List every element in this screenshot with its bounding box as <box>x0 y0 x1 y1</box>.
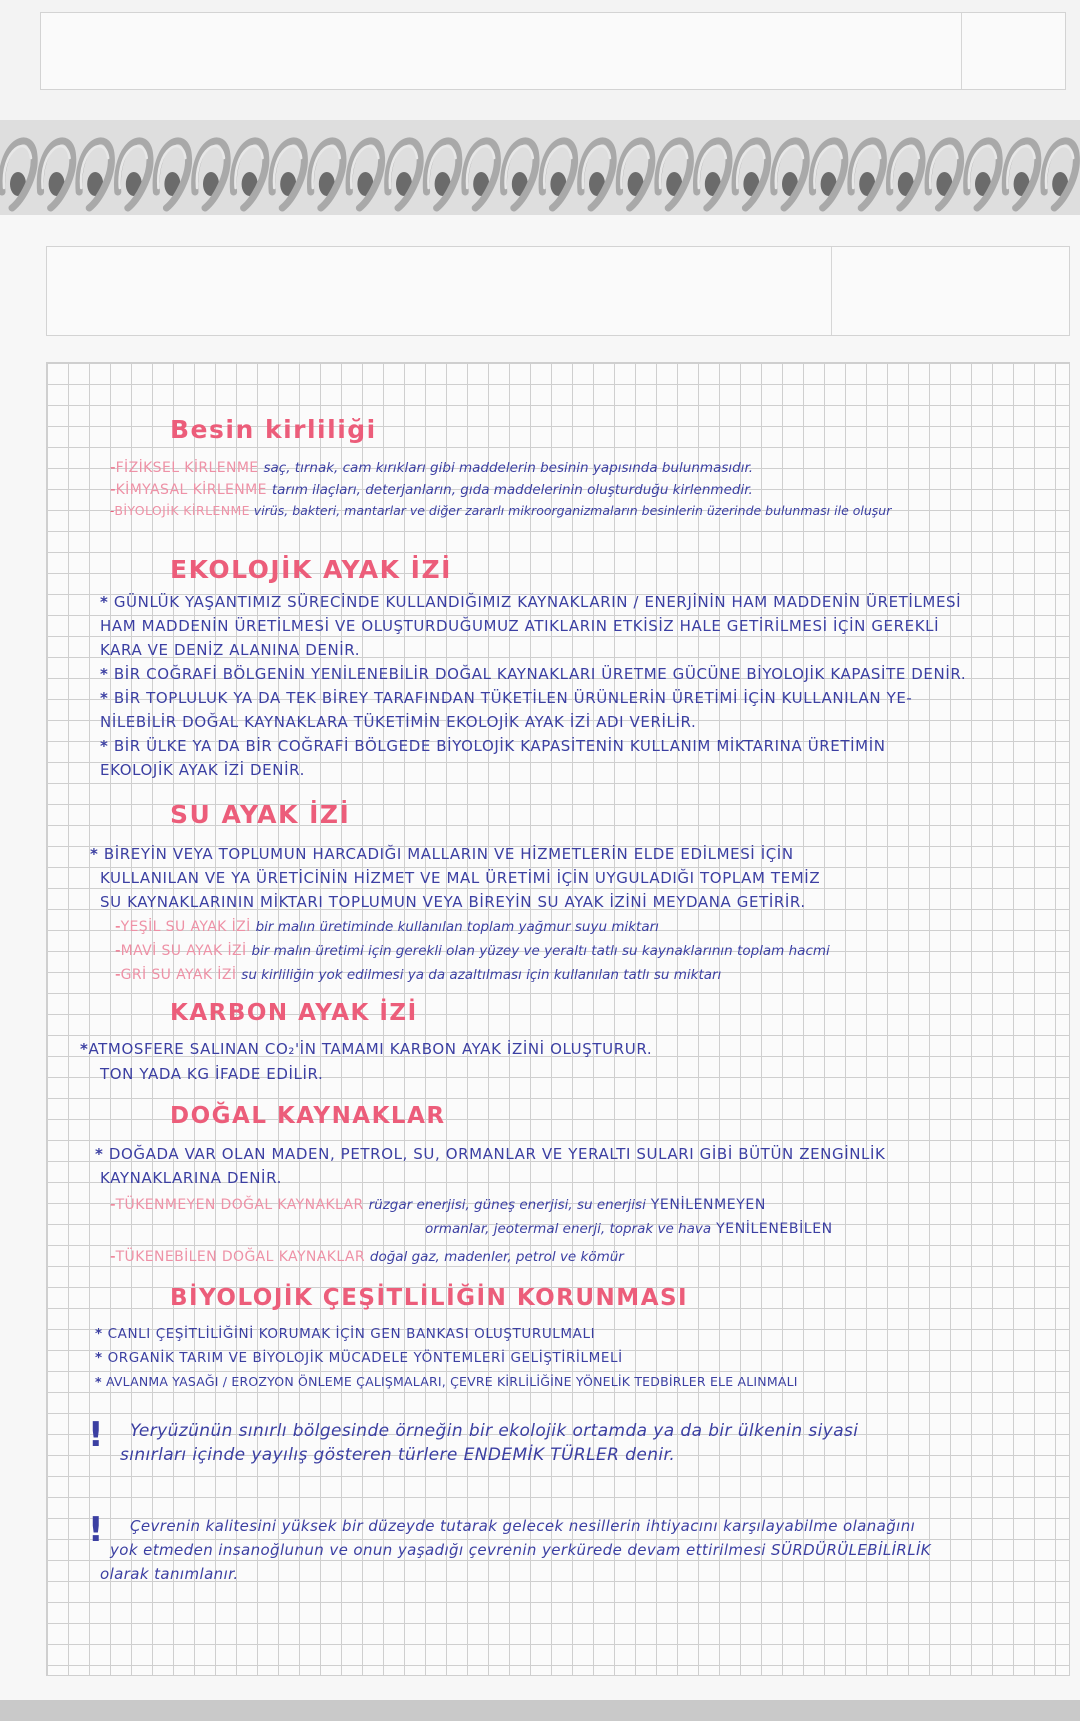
term: FİZİKSEL KİRLENME <box>115 460 259 476</box>
ekolojik-line <box>100 665 966 683</box>
text: DOĞADA VAR OLAN MADEN, PETROL, SU, ORMANLAR VE YERALTI SULARI GİBİ BÜTÜN ZENGİNLİK <box>108 1145 886 1163</box>
text: CANLI ÇEŞİTLİLİĞİNİ KORUMAK İÇİN GEN BANKASI OLUŞTURULMALI <box>107 1326 596 1342</box>
su-line: KULLANILAN VE YA ÜRETİCİNİN HİZMET VE MAL ÜRETİMİ İÇİN UYGULADIĞI TOPLAM TEMİZ <box>100 869 821 887</box>
spiral-ring <box>310 141 343 208</box>
heading-karbon-ayak-izi: KARBON AYAK İZİ <box>170 1000 418 1026</box>
dash-marker: - <box>115 917 121 935</box>
dash-marker: - <box>115 941 121 959</box>
spiral-ring <box>967 141 1000 208</box>
spiral-ring <box>1005 141 1038 208</box>
spiral-ring <box>349 141 382 208</box>
dash-marker: - <box>110 504 115 518</box>
spiral-ring <box>774 141 807 208</box>
dash-marker: - <box>110 458 116 476</box>
spiral-ring <box>388 141 421 208</box>
previous-page <box>0 0 1080 120</box>
definition: rüzgar enerjisi, güneş enerjisi, su enerjisi <box>368 1197 646 1213</box>
dogal-item-tukenebilen <box>110 1247 624 1266</box>
star-marker: * <box>80 1040 89 1058</box>
exclamation-icon: ! <box>88 1415 104 1455</box>
star-marker: * <box>95 1326 103 1342</box>
previous-page-header-box <box>40 12 1066 90</box>
header-divider <box>961 13 962 89</box>
spiral-ring <box>696 141 729 208</box>
spiral-ring <box>619 141 652 208</box>
ekolojik-line <box>100 593 961 611</box>
definition: doğal gaz, madenler, petrol ve kömür <box>369 1249 624 1265</box>
spiral-ring <box>851 141 884 208</box>
header-divider <box>831 247 832 335</box>
spiral-ring <box>658 141 691 208</box>
heading-ekolojik-ayak-izi: EKOLOJİK AYAK İZİ <box>170 555 452 584</box>
heading-biyolojik-cesitlilik: BİYOLOJİK ÇEŞİTLİLİĞİN KORUNMASI <box>170 1285 689 1311</box>
spiral-ring <box>2 141 35 208</box>
dogal-line <box>95 1145 885 1163</box>
star-marker: * <box>90 845 99 863</box>
ekolojik-line: NİLEBİLİR DOĞAL KAYNAKLARA TÜKETİMİN EKOLOJİK AYAK İZİ ADI VERİLİR. <box>100 713 697 731</box>
besin-item <box>110 480 753 499</box>
page-bottom-edge <box>0 1700 1080 1721</box>
spiral-ring <box>928 141 961 208</box>
term: TÜKENMEYEN DOĞAL KAYNAKLAR <box>115 1197 364 1213</box>
spiral-rings <box>0 112 1080 232</box>
text: BİR ÜLKE YA DA BİR COĞRAFİ BÖLGEDE BİYOLOJİK KAPASİTENİN KULLANIM MİKTARINA ÜRETİMİN <box>113 737 886 755</box>
note-surdurulebilirlik-line-2: yok etmeden insanoğlunun ve onun yaşadığı çevrenin yerkürede devam ettirilmesi SÜRDÜRÜLEBİLİRLİK <box>110 1541 932 1559</box>
spiral-ring <box>117 141 150 208</box>
dash-marker: - <box>110 1195 116 1213</box>
besin-item <box>110 458 753 477</box>
spiral-ring <box>40 141 73 208</box>
text: BİR COĞRAFİ BÖLGENİN YENİLENEBİLİR DOĞAL KAYNAKLARI ÜRETME GÜCÜNE BİYOLOJİK KAPASİTE DENİR. <box>113 665 967 683</box>
spiral-ring <box>542 141 575 208</box>
dogal-line: KAYNAKLARINA DENİR. <box>100 1169 282 1187</box>
tag: YENİLENEBİLEN <box>716 1221 833 1237</box>
star-marker: * <box>95 1374 102 1389</box>
besin-item <box>110 502 891 520</box>
definition: virüs, bakteri, mantarlar ve diğer zararlı mikroorganizmaların besinlerin üzerinde bulunması ile oluşur <box>253 503 892 518</box>
biyolojik-line <box>95 1373 798 1391</box>
star-marker: * <box>95 1350 103 1366</box>
heading-besin-kirliligi: Besin kirliliği <box>170 415 377 444</box>
definition: bir malın üretimi için gerekli olan yüzey ve yeraltı tatlı su kaynaklarının toplam hacmi <box>251 943 830 959</box>
definition: ormanlar, jeotermal enerji, toprak ve hava <box>425 1221 712 1237</box>
notes-content <box>70 405 1075 1705</box>
su-line <box>90 845 794 863</box>
ekolojik-line: KARA VE DENİZ ALANINA DENİR. <box>100 641 361 659</box>
ekolojik-line <box>100 689 912 707</box>
text: AVLANMA YASAĞI / EROZYON ÖNLEME ÇALIŞMALARI, ÇEVRE KİRLİLİĞİNE YÖNELİK TEDBİRLER ELE ALINMALI <box>105 1374 798 1389</box>
exclamation-icon: ! <box>88 1510 104 1550</box>
definition: saç, tırnak, cam kırıkları gibi maddelerin besinin yapısında bulunmasıdır. <box>263 460 754 476</box>
term: YEŞİL SU AYAK İZİ <box>120 919 251 935</box>
text: BİREYİN VEYA TOPLUMUN HARCADIĞI MALLARIN VE HİZMETLERİN ELDE EDİLMESİ İÇİN <box>103 845 794 863</box>
text: BİR TOPLULUK YA DA TEK BİREY TARAFINDAN TÜKETİLEN ÜRÜNLERİN ÜRETİMİ İÇİN KULLANILAN YE- <box>113 689 913 707</box>
text: ORGANİK TARIM VE BİYOLOJİK MÜCADELE YÖNTEMLERİ GELİŞTİRİLMELİ <box>107 1350 623 1366</box>
term: TÜKENEBİLEN DOĞAL KAYNAKLAR <box>115 1249 365 1265</box>
su-item <box>115 917 659 936</box>
su-line: SU KAYNAKLARININ MİKTARI TOPLUMUN VEYA BİREYİN SU AYAK İZİNİ MEYDANA GETİRİR. <box>100 893 806 911</box>
karbon-line: TON YADA KG İFADE EDİLİR. <box>100 1065 324 1083</box>
ekolojik-line: EKOLOJİK AYAK İZİ DENİR. <box>100 761 305 779</box>
dash-marker: - <box>110 480 116 498</box>
text: ATMOSFERE SALINAN CO₂'İN TAMAMI KARBON AYAK İZİNİ OLUŞTURUR. <box>88 1040 653 1058</box>
spiral-ring <box>272 141 305 208</box>
spiral-ring <box>79 141 112 208</box>
term: MAVİ SU AYAK İZİ <box>120 943 247 959</box>
biyolojik-line <box>95 1349 623 1367</box>
biyolojik-line <box>95 1325 595 1343</box>
definition: bir malın üretiminde kullanılan toplam yağmur suyu miktarı <box>255 919 659 935</box>
spiral-ring <box>503 141 536 208</box>
spiral-ring <box>812 141 845 208</box>
spiral-binding <box>0 112 1080 232</box>
note-surdurulebilirlik-line-3: olarak tanımlanır. <box>100 1565 239 1583</box>
note-endemik-line-1: Yeryüzünün sınırlı bölgesinde örneğin bir ekolojik ortamda ya da bir ülkenin siyasi <box>130 1421 859 1441</box>
term: GRİ SU AYAK İZİ <box>120 967 237 983</box>
heading-dogal-kaynaklar: DOĞAL KAYNAKLAR <box>170 1103 446 1129</box>
note-endemik-line-2: sınırları içinde yayılış gösteren türlere ENDEMİK TÜRLER denir. <box>120 1445 676 1465</box>
su-item <box>115 965 721 984</box>
spiral-ring <box>426 141 459 208</box>
text: GÜNLÜK YAŞANTIMIZ SÜRECİNDE KULLANDIĞIMIZ KAYNAKLARIN / ENERJİNİN HAM MADDENİN ÜRETİLMESİ <box>113 593 962 611</box>
dash-marker: - <box>110 1247 116 1265</box>
dash-marker: - <box>115 965 121 983</box>
star-marker: * <box>95 1145 104 1163</box>
definition: su kirliliğin yok edilmesi ya da azaltılması için kullanılan tatlı su miktarı <box>241 967 722 983</box>
note-surdurulebilirlik-line-1: Çevrenin kalitesini yüksek bir düzeyde tutarak gelecek nesillerin ihtiyacını karşılayabilme olanağını <box>130 1517 916 1535</box>
star-marker: * <box>100 737 109 755</box>
spiral-ring <box>233 141 266 208</box>
dogal-item-tukenmeyen <box>110 1195 766 1214</box>
ekolojik-line <box>100 737 886 755</box>
term: KİMYASAL KİRLENME <box>115 482 267 498</box>
spiral-ring <box>735 141 768 208</box>
spiral-ring <box>1044 141 1077 208</box>
definition: tarım ilaçları, deterjanların, gıda maddelerinin oluşturduğu kirlenmedir. <box>271 482 753 498</box>
page-header-box <box>46 246 1070 336</box>
su-item <box>115 941 830 960</box>
star-marker: * <box>100 689 109 707</box>
spiral-ring <box>889 141 922 208</box>
term: BİYOLOJİK KİRLENME <box>114 503 250 518</box>
dogal-item-tukenmeyen-2 <box>425 1219 833 1238</box>
ekolojik-line: HAM MADDENİN ÜRETİLMESİ VE OLUŞTURDUĞUMUZ ATIKLARIN ETKİSİZ HALE GETİRİLMESİ İÇİN GEREKLİ <box>100 617 940 635</box>
star-marker: * <box>100 593 109 611</box>
spiral-ring <box>581 141 614 208</box>
karbon-line <box>80 1040 652 1058</box>
tag: YENİLENMEYEN <box>650 1197 766 1213</box>
spiral-ring <box>195 141 228 208</box>
star-marker: * <box>100 665 109 683</box>
spiral-ring <box>156 141 189 208</box>
heading-su-ayak-izi: SU AYAK İZİ <box>170 800 351 829</box>
spiral-ring <box>465 141 498 208</box>
